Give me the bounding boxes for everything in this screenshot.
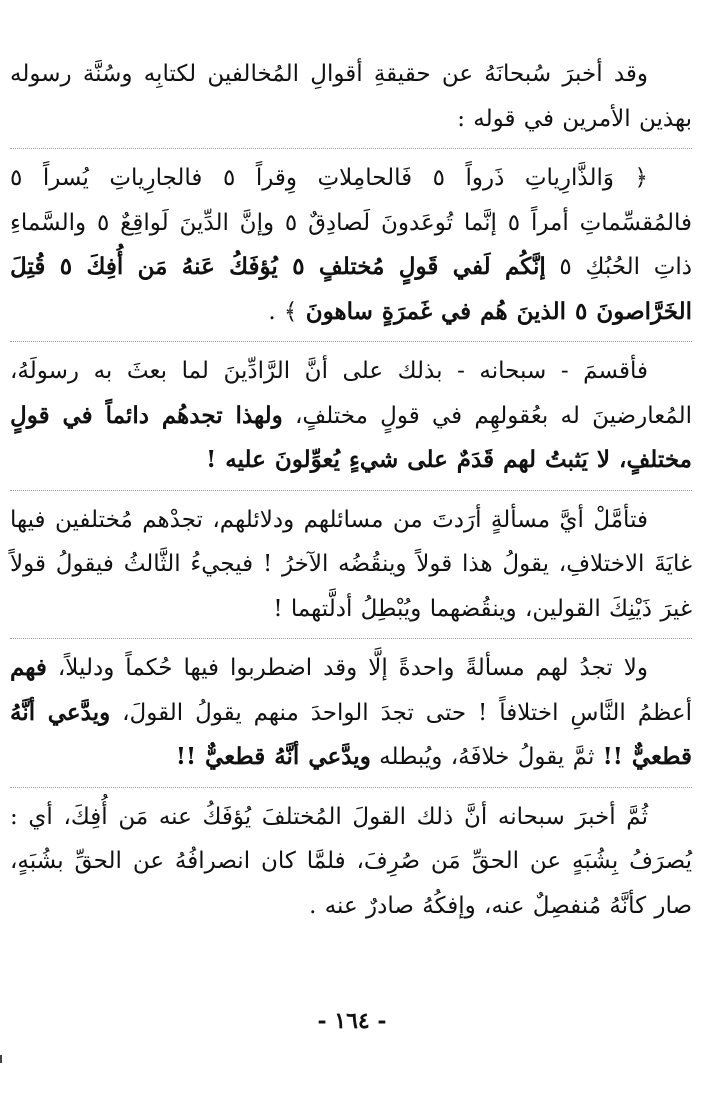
emphasized-text: ويدَّعي أنَّهُ قطعيٌّ !! [10, 698, 692, 770]
paragraph-divider [10, 341, 692, 342]
paragraph [10, 498, 692, 632]
emphasized-text: ولهذا تجدهُم دائماً في قولٍ مختلفٍ، لا يَثبتُ لهم قَدَمٌ على شيءٍ يُعوِّلونَ عليه ! [10, 401, 692, 473]
body-text: فتأمَّلْ أيَّ مسألةٍ أرَدتَ من مسائلهم ودلائلهم، تجدْهم مُختلفين فيها غايَةَ الاختلافِ، يقولُ هذا قولاً وينقُضُه الآخرُ ! فيجيءُ الثَّالثُ فيقولُ قولاً غيرَ ذَيْنِكَ القولين، وينقُضهما ويُبْطِلُ أدلَّتهما ! [10, 506, 692, 622]
scan-mark [0, 1055, 2, 1063]
body-text: ﴿ وَالذَّارِياتِ ذَرواً ٥ فَالحامِلاتِ وِقراً ٥ فالجارِياتِ يُسراً ٥ فالمُقسِّماتِ أمراً ٥ إنَّما تُوعَدونَ لَصادِقٌ ٥ وإنَّ الدِّينَ لَواقِعٌ ٥ والسَّماءِ ذاتِ الحُبُكِ ٥ [10, 165, 692, 280]
paragraph [10, 349, 692, 483]
emphasized-text: إنَّكُم لَفي قَولٍ مُختلفٍ ٥ يُؤفَكُ عَنهُ مَن أُفِكَ ٥ قُتِلَ الخَرَّاصونَ ٥ الذينَ هُم في غَمرَةٍ ساهونَ [10, 253, 692, 325]
paragraph-divider [10, 490, 692, 491]
body-text: ولا تجدُ لهم مسألةً واحدةً إلَّا وقد اضطربوا فيها حُكماً ودليلاً، [46, 655, 648, 681]
paragraph-divider [10, 148, 692, 149]
body-text: ﴾ . [268, 298, 306, 325]
paragraph-divider [10, 787, 692, 788]
paragraph [10, 52, 692, 141]
page-number: - ١٦٤ - [317, 1008, 387, 1034]
paragraph [10, 795, 692, 929]
paragraph-divider [10, 638, 692, 639]
paragraph [10, 156, 692, 334]
page-body [10, 52, 692, 928]
body-text: ثمَّ يقولُ خلافَهُ، ويُبطله [370, 744, 603, 770]
body-text: فأقسمَ - سبحانه - بذلك على أنَّ الرَّادِّينَ لما بعثَ به رسولَهُ، المُعارضينَ له بعُقولهِم في قولٍ مختلفٍ، [10, 358, 692, 429]
emphasized-text: ويدَّعي أنَّهُ قطعيٌّ !! [175, 743, 371, 770]
body-text: أعظمُ النَّاسِ اختلافاً ! حتى تجدَ الواحدَ منهم يقولُ القولَ، [110, 699, 693, 726]
emphasized-text: فهم [10, 654, 47, 681]
body-text: ثُمَّ أخبرَ سبحانه أنَّ ذلك القولَ المُختلفَ يُؤفَكُ عنه مَن أُفِكَ، أي : يُصرَفُ بِشُبَهٍ عن الحقِّ مَن صُرِفَ، فلمَّا كان انصرافُهُ عن الحقِّ بشُبَهٍ، صار كأنَّهُ مُنفصِلٌ عنه، وإفكُهُ صادرٌ عنه . [10, 803, 692, 919]
body-text: وقد أخبرَ سُبحانَهُ عن حقيقةِ أقوالِ المُخالفين لكتابِه وسُنَّة رسوله بهذين الأمرين في قوله : [10, 61, 692, 132]
paragraph [10, 646, 692, 780]
